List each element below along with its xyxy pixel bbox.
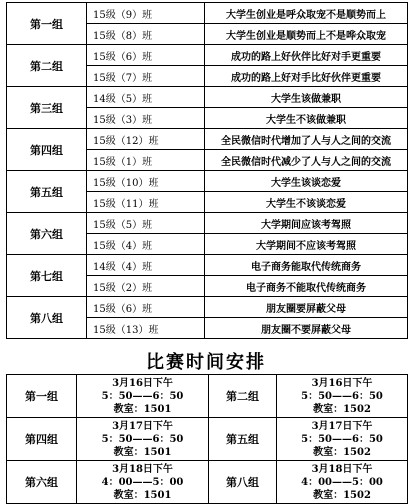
group-assignment-table [6,2,408,339]
debate-topic: 大学期间应该考驾照 [205,213,408,234]
debate-topic: 大学生该做兼职 [205,87,408,108]
table-row [7,461,408,504]
schedule-room: 教室：1502 [313,446,371,458]
debate-topic: 大学生不该做兼职 [205,108,408,129]
table-row [7,87,408,108]
schedule-time: 4：00——5：00 [101,476,184,488]
schedule-time: 5：50——6：50 [101,433,184,445]
schedule-time: 4：00——5：00 [301,476,383,488]
class-name: 15级（11）班 [87,192,205,213]
table-row [7,3,408,24]
schedule-date: 3月16日下午 [311,377,373,389]
debate-topic: 成功的路上好伙伴比好对手更重要 [205,45,408,66]
group-name: 第三组 [7,87,87,129]
schedule-slot [77,375,209,418]
debate-topic: 全民微信时代增加了人与人之间的交流 [205,129,408,150]
schedule-table [6,374,408,504]
group-name: 第二组 [7,45,87,87]
schedule-room: 教室：1502 [313,403,371,415]
debate-topic: 大学生不该谈恋爱 [205,192,408,213]
schedule-slot [277,418,408,461]
schedule-slot [277,375,408,418]
schedule-time: 5：50——6：50 [301,433,383,445]
schedule-group-name: 第六组 [7,461,77,504]
schedule-date: 3月18日下午 [311,463,373,475]
schedule-date: 3月18日下午 [112,463,173,475]
table-row [7,213,408,234]
schedule-room: 教室：1502 [313,489,371,501]
schedule-group-name: 第二组 [209,375,277,418]
class-name: 15级（6）班 [87,45,205,66]
table-row [7,255,408,276]
schedule-room: 教室：1501 [113,489,172,501]
schedule-date: 3月17日下午 [311,420,373,432]
schedule-group-name: 第八组 [209,461,277,504]
schedule-slot [77,461,209,504]
debate-topic: 大学生该谈恋爱 [205,171,408,192]
schedule-group-name: 第四组 [7,418,77,461]
class-name: 15级（8）班 [87,24,205,45]
class-name: 15级（12）班 [87,129,205,150]
debate-topic: 大学期间不应该考驾照 [205,234,408,255]
group-name: 第五组 [7,171,87,213]
class-name: 15级（6）班 [87,297,205,318]
group-name: 第七组 [7,255,87,297]
class-name: 15级（9）班 [87,3,205,24]
table-row [7,129,408,150]
group-name: 第六组 [7,213,87,255]
schedule-room: 教室：1501 [113,446,172,458]
class-name: 15级（10）班 [87,171,205,192]
class-name: 15级（2）班 [87,276,205,297]
class-name: 14级（5）班 [87,87,205,108]
debate-topic: 成功的路上好对手比好伙伴更重要 [205,66,408,87]
debate-topic: 电子商务能取代传统商务 [205,255,408,276]
table-row [7,171,408,192]
schedule-slot [277,461,408,504]
schedule-group-name: 第一组 [7,375,77,418]
table-row [7,375,408,418]
table-row [7,45,408,66]
schedule-time: 5：50——6：50 [101,390,184,402]
class-name: 15级（5）班 [87,213,205,234]
debate-topic: 电子商务不能取代传统商务 [205,276,408,297]
schedule-group-name: 第五组 [209,418,277,461]
schedule-date: 3月16日下午 [112,377,173,389]
class-name: 15级（3）班 [87,108,205,129]
table-row [7,418,408,461]
group-name: 第八组 [7,297,87,339]
class-name: 15级（13）班 [87,318,205,339]
schedule-title: 比赛时间安排 [146,352,266,373]
class-name: 15级（1）班 [87,150,205,171]
table-row [7,297,408,318]
class-name: 14级（4）班 [87,255,205,276]
group-name: 第四组 [7,129,87,171]
debate-topic: 大学生创业是顺势而上不是哗众取宠 [205,24,408,45]
group-name: 第一组 [7,3,87,45]
debate-topic: 全民微信时代减少了人与人之间的交流 [205,150,408,171]
class-name: 15级（7）班 [87,66,205,87]
schedule-date: 3月17日下午 [112,420,173,432]
debate-topic: 大学生创业是呼众取宠不是顺势而上 [205,3,408,24]
class-name: 15级（4）班 [87,234,205,255]
schedule-time: 5：50——6：50 [301,390,383,402]
debate-topic: 朋友圈不要屏蔽父母 [205,318,408,339]
debate-topic: 朋友圈要屏蔽父母 [205,297,408,318]
schedule-slot [77,418,209,461]
schedule-room: 教室：1501 [113,403,172,415]
